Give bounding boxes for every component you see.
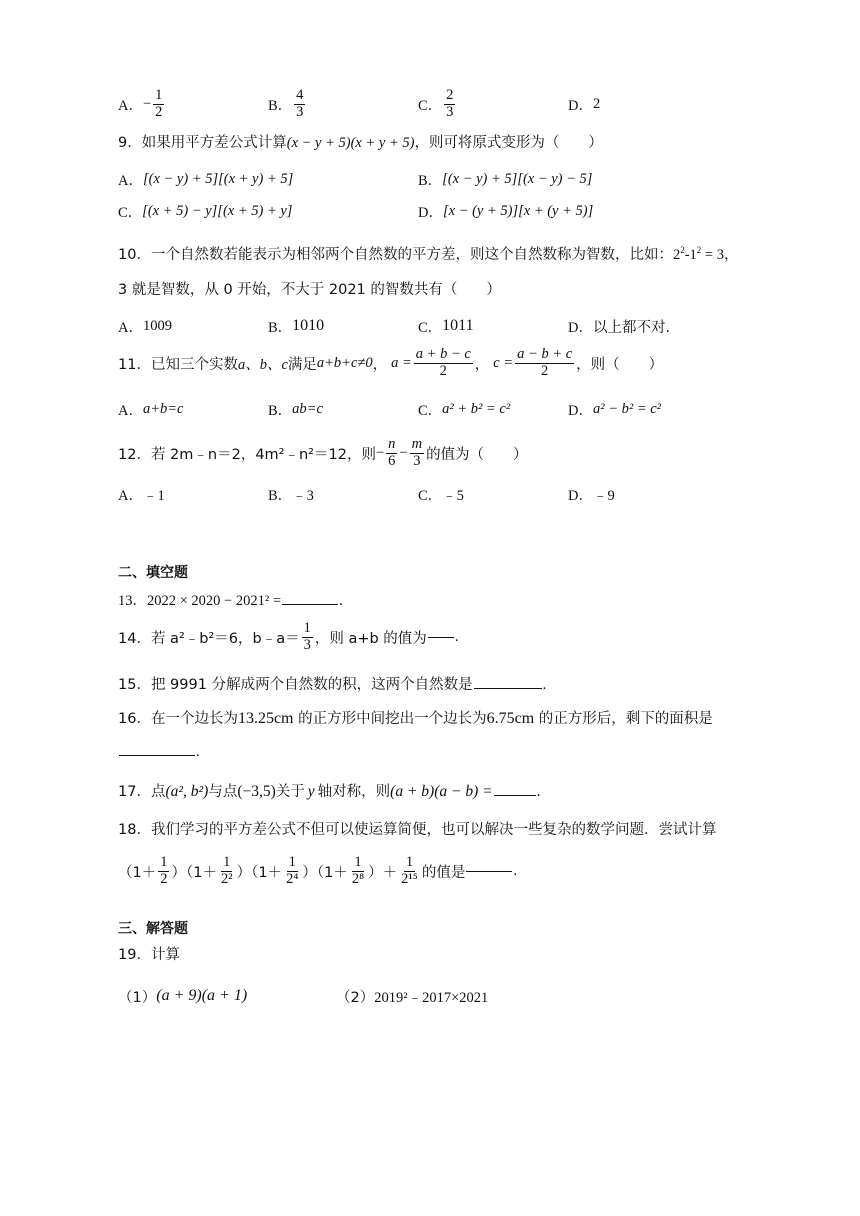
q8-option-a[interactable] xyxy=(118,82,166,126)
answer-blank[interactable] xyxy=(282,603,338,605)
q10-stem-line2: 3 就是智数，从 0 开始，不大于 2021 的智数共有（ ） xyxy=(118,282,501,298)
fraction: $\frac{2}{3}$ xyxy=(446,87,454,120)
q11-options xyxy=(118,396,758,422)
q14: 14．若 a²﹣b²＝6，b﹣a＝ $\frac{1}{3}$ ，则 a+b 的值为 . xyxy=(118,620,459,653)
section-title-solve: 三、解答题 xyxy=(118,921,188,937)
q15: 15．把 9991 分解成两个自然数的积，这两个自然数是 . xyxy=(118,677,547,693)
answer-blank[interactable] xyxy=(466,870,512,872)
fraction: $\frac{1}{\text{2⁴}}$ xyxy=(286,854,299,887)
q12-options xyxy=(118,481,758,507)
fraction: $\frac{1}{2}$ xyxy=(155,87,163,120)
q10-option-a[interactable]: A． 1009 xyxy=(118,317,172,336)
q19-parts xyxy=(118,983,758,1009)
q9-option-a[interactable]: A． [(x − y) + 5][(x + y) + 5] xyxy=(118,170,294,189)
q9-options-cd xyxy=(118,198,758,224)
fraction: $\frac{4}{3}$ xyxy=(296,87,304,120)
q9-option-c[interactable]: C． [(x + 5) − y][(x + 5) + y] xyxy=(118,202,293,221)
q12-option-c[interactable]: C． ﹣5 xyxy=(418,487,464,504)
fraction: $\frac{1}{3}$ xyxy=(303,620,311,653)
q9-stem: 9．如果用平方差公式计算(x − y + 5)(x + y + 5)，则可将原式变形为（ ） xyxy=(118,135,603,151)
answer-blank[interactable] xyxy=(428,636,454,638)
q10-option-d[interactable]: D． 以上都不对． xyxy=(568,319,680,336)
q18-line2: （1＋ $\frac{1}{2}$ ）（1＋ $\frac{1}{\text{2²}}$ ）（1＋ $\frac{1}{\text{2⁴}}$ ）（1＋ $\frac{1}{\text{2⁸}}$ ）＋ $\frac{1}{\text{2¹⁵}}$ 的值是 . xyxy=(118,854,517,887)
option-label: C． xyxy=(418,97,443,114)
answer-blank[interactable] xyxy=(494,794,536,796)
q19-stem: 19．计算 xyxy=(118,947,180,963)
q8-option-d[interactable] xyxy=(568,82,600,126)
q16-line1: 16．在一个边长为13.25cm 的正方形中间挖出一个边长为6.75cm 的正方形后，剩下的面积是 xyxy=(118,710,713,727)
answer-blank[interactable] xyxy=(474,687,542,689)
q19-part-1: （1） (a + 9)(a + 1) xyxy=(118,987,248,1006)
fraction: $\frac{1}{\text{2⁸}}$ xyxy=(351,854,365,887)
q12-option-a[interactable]: A． ﹣1 xyxy=(118,487,165,504)
q11-option-a[interactable]: A． a+b=c xyxy=(118,400,184,419)
q10-stem-line1: 10．一个自然数若能表示为相邻两个自然数的平方差，则这个自然数称为智数，比如：$2^2-1^2 = 3$， xyxy=(118,245,739,263)
option-label: A． xyxy=(118,97,143,114)
fraction: $\frac{m}{3}$ xyxy=(411,436,423,469)
option-label: B． xyxy=(268,97,293,114)
q17: 17．点(a², b²)与点(−3,5)关于 y 轴对称，则(a + b)(a − b) = . xyxy=(118,783,541,800)
fraction: $\frac{1}{\text{2¹⁵}}$ xyxy=(401,854,418,887)
q8-option-c[interactable] xyxy=(418,82,457,126)
q16-line2: . xyxy=(118,742,200,762)
q8-options xyxy=(118,82,758,126)
answer-blank[interactable] xyxy=(119,754,195,756)
q9-option-d[interactable]: D． [x − (y + 5)][x + (y + 5)] xyxy=(418,202,594,221)
q10-option-c[interactable]: C． 1011 xyxy=(418,317,474,336)
q18-line1: 18．我们学习的平方差公式不但可以使运算简便，也可以解决一些复杂的数学问题．尝试计算 xyxy=(118,822,717,838)
q11-stem: 11．已知三个实数 a、b、c 满足 a+b+c≠0 ， a = $\frac{a + b - c}{2}$ ， c = $\frac{a - b + c}{2}$ ，则（ ） xyxy=(118,346,664,379)
q11-option-d[interactable]: D． a² − b² = c² xyxy=(568,400,662,419)
q8-option-b[interactable] xyxy=(268,82,307,126)
q11-option-c[interactable]: C． a² + b² = c² xyxy=(418,400,511,419)
fraction: $\frac{1}{\text{2²}}$ xyxy=(220,854,233,887)
fraction: $\frac{a - b + c}{2}$ xyxy=(517,346,573,379)
section-title-fill-in: 二、填空题 xyxy=(118,565,188,581)
q9-option-b[interactable]: B． [(x − y) + 5][(x − y) − 5] xyxy=(418,170,593,189)
q19-part-2: （2） 2019²﹣2017×2021 xyxy=(336,989,489,1006)
q12-option-b[interactable]: B． ﹣3 xyxy=(268,487,314,504)
q12-option-d[interactable]: D． ﹣9 xyxy=(568,487,615,504)
q10-option-b[interactable]: B． 1010 xyxy=(268,317,325,336)
q11-option-b[interactable]: B． ab=c xyxy=(268,400,323,419)
option-value: 2 xyxy=(592,95,601,112)
option-label: D． xyxy=(568,97,593,114)
q9-options-ab xyxy=(118,166,758,192)
fraction: $\frac{n}{6}$ xyxy=(388,436,396,469)
fraction: $\frac{1}{2}$ xyxy=(160,854,168,887)
minus-sign: − xyxy=(142,95,152,112)
q13: 13．2022 × 2020 − 2021² = . xyxy=(118,593,343,609)
q10-options xyxy=(118,313,758,339)
q12-stem: 12．若 2m﹣n＝2，4m²﹣n²＝12，则 − $\frac{n}{6}$ − $\frac{m}{3}$ 的值为（ ） xyxy=(118,436,528,469)
fraction: $\frac{a + b - c}{2}$ xyxy=(415,346,471,379)
